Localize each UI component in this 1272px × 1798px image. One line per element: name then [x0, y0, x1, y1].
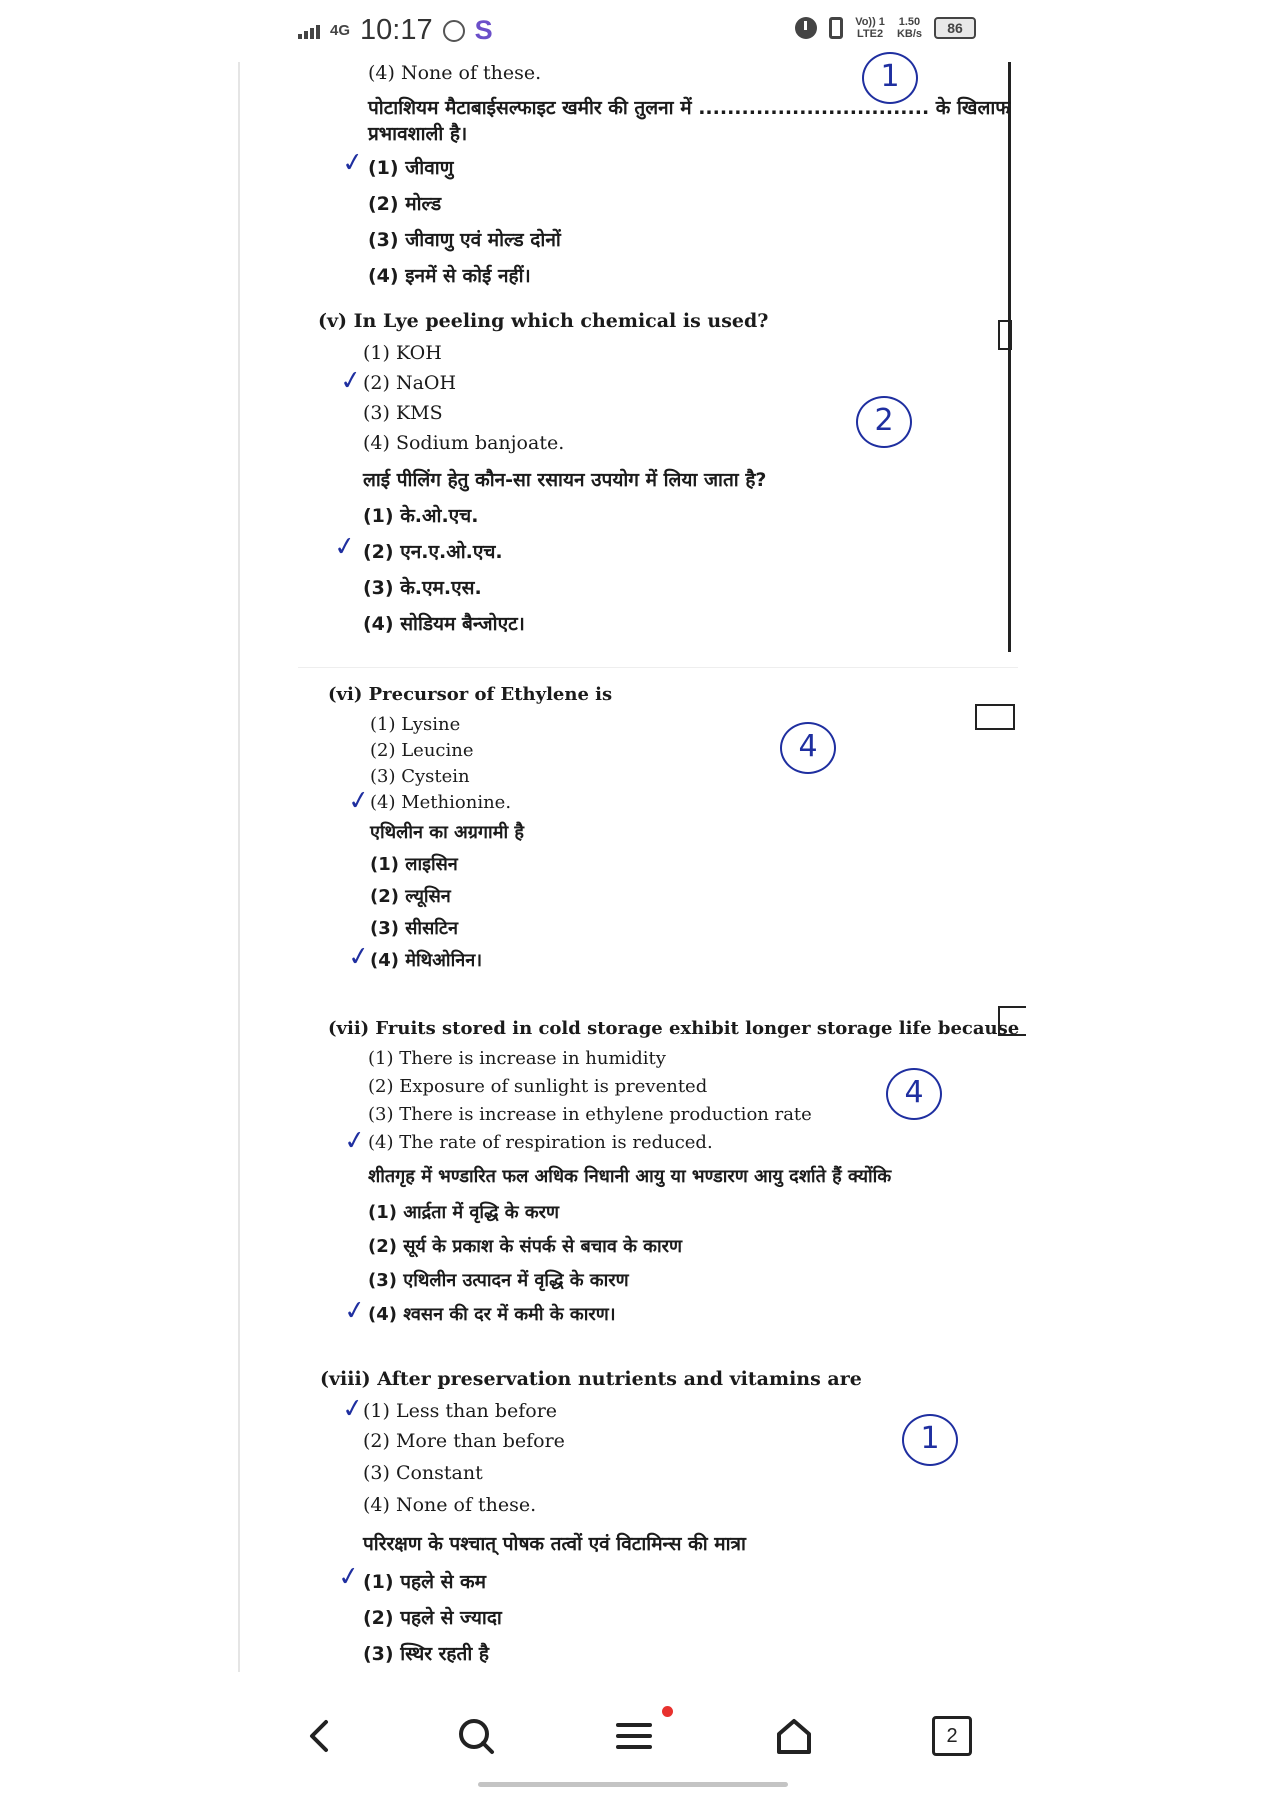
- doc-line: परिरक्षण के पश्चात् पोषक तत्वों एवं विटामिन्स की मात्रा: [363, 1533, 746, 1555]
- doc-line: (1) जीवाणु: [368, 157, 454, 179]
- notification-dot: [662, 1706, 673, 1717]
- handwritten-tick-mark: ✓: [332, 530, 358, 564]
- doc-line: (1) के.ओ.एच.: [363, 505, 479, 527]
- doc-line: (4) सोडियम बैन्जोएट।: [363, 613, 525, 635]
- doc-line: (1) KOH: [363, 342, 442, 364]
- status-left: [298, 14, 493, 47]
- doc-line: (2) पहले से ज्यादा: [363, 1607, 502, 1629]
- circled-answer-mark: 4: [886, 1068, 942, 1120]
- scan-seam: [298, 667, 1018, 668]
- volte-line-2: LTE2: [857, 28, 884, 40]
- doc-line: (1) Lysine: [370, 714, 461, 735]
- doc-line: (3) KMS: [363, 402, 443, 424]
- whatsapp-icon: [443, 20, 465, 42]
- handwritten-tick-mark: ✓: [338, 364, 364, 398]
- handwritten-tick-mark: ✓: [336, 1560, 362, 1594]
- battery-indicator: 86: [934, 17, 976, 39]
- signal-strength-icon: [298, 23, 320, 39]
- volte-line-1: Vo)) 1: [855, 16, 885, 28]
- doc-line: (3) के.एम.एस.: [363, 577, 482, 599]
- answer-box: [975, 704, 1015, 730]
- doc-line: (4) इनमें से कोई नहीं।: [368, 265, 531, 287]
- doc-line: प्रभावशाली है।: [368, 123, 468, 145]
- doc-line: (3) एथिलीन उत्पादन में वृद्धि के कारण: [368, 1270, 629, 1291]
- viewer-navigation-bar: [238, 1672, 1030, 1798]
- doc-line: (2) NaOH: [363, 372, 457, 394]
- page-left-rule: [238, 62, 240, 1672]
- vibrate-icon: [829, 17, 843, 39]
- question-viii: (viii) After preservation nutrients and vitamins are: [320, 1368, 862, 1390]
- doc-line: (2) सूर्य के प्रकाश के संपर्क से बचाव के कारण: [368, 1236, 683, 1257]
- question-vi: (vi) Precursor of Ethylene is: [328, 684, 613, 705]
- doc-line: (3) स्थिर रहती है: [363, 1643, 489, 1665]
- doc-line: (3) Constant: [363, 1462, 483, 1484]
- circled-answer-mark: 4: [780, 722, 836, 774]
- doc-line: (4) मेथिओनिन।: [370, 950, 483, 971]
- menu-icon[interactable]: [614, 1716, 654, 1756]
- doc-line: (2) More than before: [363, 1430, 565, 1452]
- doc-line: (1) पहले से कम: [363, 1571, 486, 1593]
- doc-line: (1) Less than before: [363, 1400, 558, 1422]
- handwritten-tick-mark: ✓: [342, 1124, 368, 1158]
- search-icon[interactable]: [456, 1716, 496, 1756]
- doc-line: (4) None of these.: [363, 1494, 537, 1516]
- circled-answer-mark: 2: [856, 396, 912, 448]
- gesture-home-indicator[interactable]: [478, 1782, 788, 1787]
- answer-box: [998, 1006, 1026, 1036]
- doc-line: (4) None of these.: [368, 62, 542, 84]
- handwritten-tick-mark: ✓: [340, 146, 366, 180]
- status-time: 10:17: [360, 14, 433, 46]
- doc-line: (4) Methionine.: [370, 792, 512, 813]
- scanned-exam-page[interactable]: [238, 59, 1030, 1672]
- circled-answer-mark: 1: [902, 1414, 958, 1466]
- question-vii: (vii) Fruits stored in cold storage exhibit longer storage life because: [328, 1018, 1020, 1039]
- doc-line: (4) The rate of respiration is reduced.: [368, 1132, 713, 1153]
- handwritten-tick-mark: ✓: [342, 1294, 368, 1328]
- doc-line: (2) ल्यूसिन: [370, 886, 451, 907]
- doc-line: पोटाशियम मैटाबाईसल्फाइट खमीर की तुलना में ................................ के खिलाफ: [368, 97, 1010, 119]
- status-bar: [0, 0, 1272, 62]
- doc-line: (4) Sodium banjoate.: [363, 432, 565, 454]
- doc-line: (2) मोल्ड: [368, 193, 442, 215]
- doc-line: (1) लाइसिन: [370, 854, 458, 875]
- answer-box: [998, 320, 1012, 350]
- doc-line: (1) आर्द्रता में वृद्धि के करण: [368, 1202, 560, 1223]
- handwritten-tick-mark: ✓: [340, 1392, 366, 1426]
- circled-answer-mark: 1: [862, 52, 918, 104]
- volte-indicator: [855, 16, 885, 40]
- network-type-label: 4G: [330, 21, 351, 39]
- pages-count-button[interactable]: 2: [932, 1716, 972, 1756]
- doc-line: लाई पीलिंग हेतु कौन-सा रसायन उपयोग में लिया जाता है?: [363, 469, 767, 491]
- doc-line: (3) Cystein: [370, 766, 470, 787]
- doc-line: (3) There is increase in ethylene production rate: [368, 1104, 812, 1125]
- doc-line: (2) एन.ए.ओ.एच.: [363, 541, 503, 563]
- doc-line: शीतगृह में भण्डारित फल अधिक निधानी आयु या भण्डारण आयु दर्शाते हैं क्योंकि: [368, 1166, 892, 1187]
- home-icon[interactable]: [774, 1716, 814, 1756]
- doc-line: (3) सीसटिन: [370, 918, 458, 939]
- speed-value: 1.50: [898, 16, 921, 28]
- doc-line: (1) There is increase in humidity: [368, 1048, 666, 1069]
- handwritten-tick-mark: ✓: [346, 784, 372, 818]
- network-speed: [897, 16, 922, 40]
- alarm-icon: [795, 17, 817, 39]
- back-chevron-icon[interactable]: [300, 1716, 340, 1756]
- doc-line: (4) श्वसन की दर में कमी के कारण।: [368, 1304, 616, 1325]
- handwritten-tick-mark: ✓: [346, 940, 372, 974]
- doc-line: (2) Leucine: [370, 740, 474, 761]
- s-app-icon: S: [474, 15, 493, 45]
- page-right-rule: [1008, 62, 1011, 652]
- doc-line: (2) Exposure of sunlight is prevented: [368, 1076, 708, 1097]
- question-v: (v) In Lye peeling which chemical is used?: [318, 310, 769, 332]
- status-right: [795, 16, 976, 40]
- doc-line: (3) जीवाणु एवं मोल्ड दोनों: [368, 229, 561, 251]
- doc-line: एथिलीन का अग्रगामी है: [370, 822, 524, 843]
- speed-unit: KB/s: [896, 28, 922, 40]
